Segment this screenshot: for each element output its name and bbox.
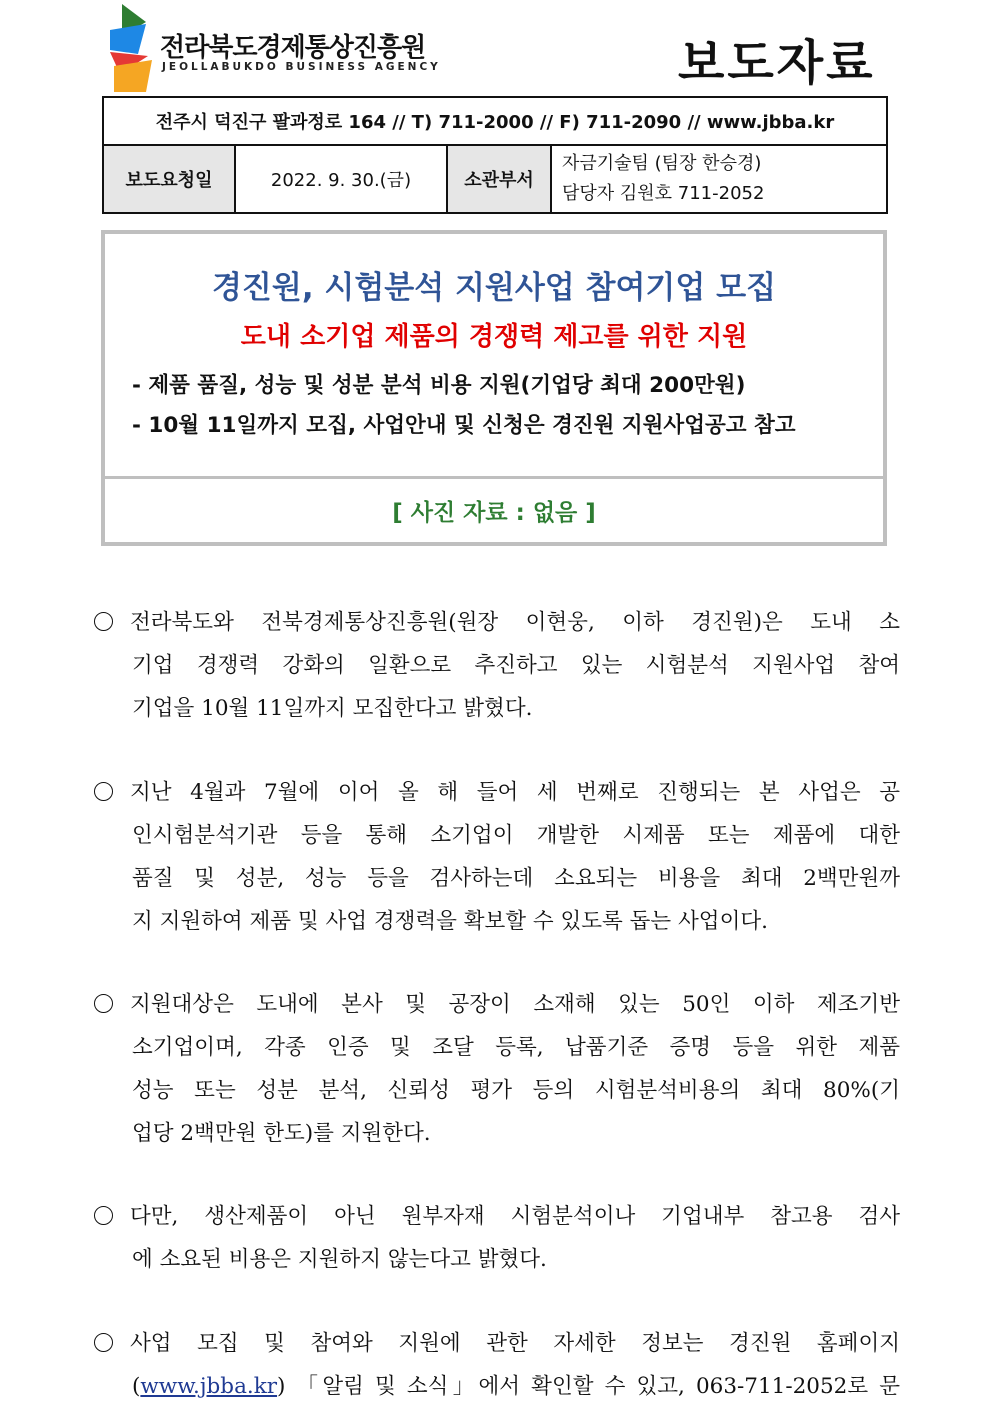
paragraph-line: 지난 4월과 7월에 이어 올 해 들어 세 번째로 진행되는 본 사업은 공 [94,771,900,814]
paragraph-line: 성능 또는 성분 분석, 신뢰성 평가 등의 시험분석비용의 최대 80%(기 [132,1078,900,1103]
headline-subtitle: 도내 소기업 제품의 경쟁력 제고를 위한 지원 [240,322,748,352]
address-line: 전주시 덕진구 팔과정로 164 // T) 711-2000 // F) 711-2090 // www.jbba.kr [103,97,887,145]
org-name-english: JEOLLABUKDO BUSINESS AGENCY [162,61,441,73]
paragraph-line: 지원대상은 도내에 본사 및 공장이 소재해 있는 50인 이하 제조기반 [94,983,900,1026]
department-team: 자금기술팀 (팀장 한승경) [562,153,762,174]
headline-content [104,234,884,476]
body-paragraph [94,1195,900,1281]
circle-bullet-icon [94,1333,113,1352]
headline-title: 경진원, 시험분석 지원사업 참여기업 모집 [211,270,777,306]
paragraph-line: 기업을 10월 11일까지 모집한다고 밝혔다. [132,696,533,721]
paragraph-line: 사업 모집 및 참여와 지원에 관한 자세한 정보는 경진원 홈페이지 [94,1322,900,1365]
paragraph-line: 인시험분석기관 등을 통해 소기업이 개발한 시제품 또는 제품에 대한 [132,823,900,848]
circle-bullet-icon [94,782,113,801]
department-info [551,145,887,213]
document-type-title: 보도자료 [678,35,876,91]
department-label: 소관부서 [447,145,551,213]
paragraph-line: 기업 경쟁력 강화의 일환으로 추진하고 있는 시험분석 지원사업 참여 [132,653,900,678]
press-info-table [102,96,888,214]
org-name-korean: 전라북도경제통상진흥원 [160,33,426,63]
paragraph-line: 다만, 생산제품이 아닌 원부자재 시험분석이나 기업내부 참고용 검사 [94,1195,900,1238]
photo-material-note: [ 사진 자료 : 없음 ] [392,500,596,526]
paragraph-line: 지 지원하여 제품 및 사업 경쟁력을 확보할 수 있도록 돕는 사업이다. [132,909,768,934]
body-paragraph [94,1322,900,1408]
body-paragraph [94,983,900,1155]
headline-bullet: - 제품 품질, 성능 및 성분 분석 비용 지원(기업당 최대 200만원) [132,373,746,398]
page-header [0,0,992,96]
paragraph-line: 전라북도와 전북경제통상진흥원(원장 이현웅, 이하 경진원)은 도내 소 [94,601,900,644]
body-paragraph [94,771,900,943]
circle-bullet-icon [94,1206,113,1225]
agency-logo-icon [108,4,156,92]
paragraph-line: 에 소요된 비용은 지원하지 않는다고 밝혔다. [132,1247,547,1272]
paragraph-line: 업당 2백만원 한도)를 지원한다. [132,1121,431,1146]
headline-divider [104,476,884,479]
request-date-label: 보도요청일 [103,145,235,213]
paragraph-line: (www.jbba.kr) 「알림 및 소식」에서 확인할 수 있고, 063-711-2052로 문 [132,1374,900,1399]
paragraph-line: 품질 및 성분, 성능 등을 검사하는데 소요되는 비용을 최대 2백만원까 [132,866,900,891]
headline-bullet: - 10월 11일까지 모집, 사업안내 및 신청은 경진원 지원사업공고 참고 [132,413,796,438]
circle-bullet-icon [94,612,113,631]
department-contact: 담당자 김원호 711-2052 [562,183,765,204]
homepage-link[interactable]: www.jbba.kr [140,1374,278,1399]
request-date-value: 2022. 9. 30.(금) [235,145,447,213]
paragraph-line: 소기업이며, 각종 인증 및 조달 등록, 납품기준 증명 등을 위한 제품 [132,1035,900,1060]
body-paragraph [94,601,900,730]
circle-bullet-icon [94,994,113,1013]
